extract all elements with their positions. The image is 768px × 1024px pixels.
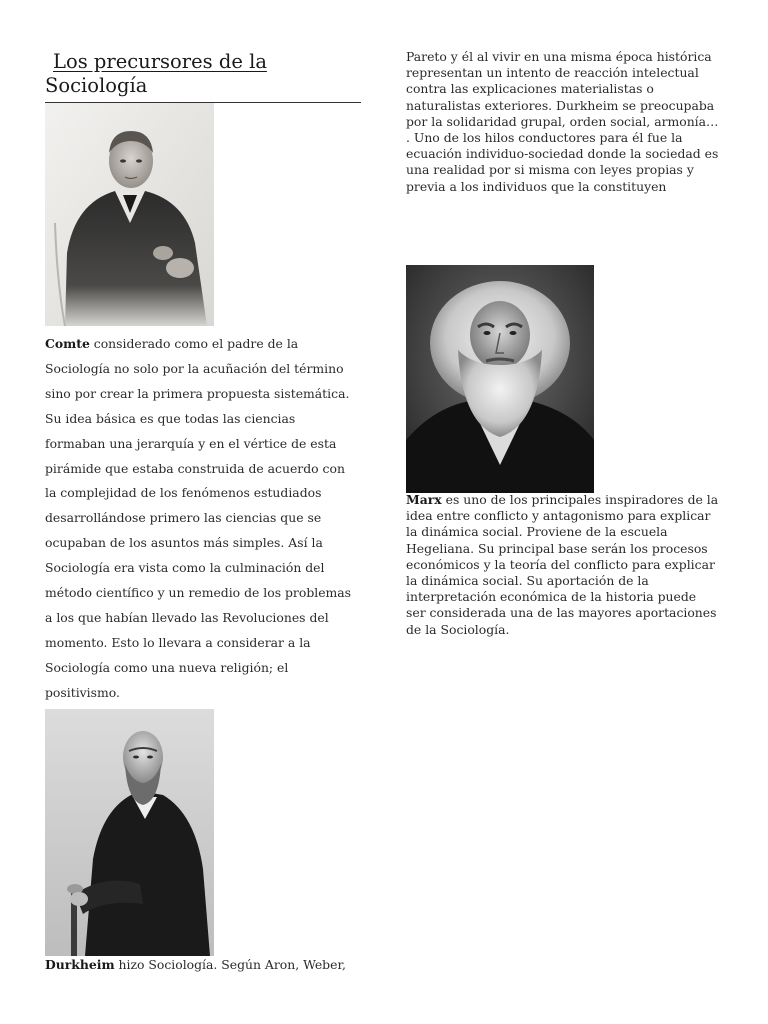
marx-paragraph (406, 492, 726, 638)
right-line-4: naturalistas exteriores. Durkheim se preocupaba (406, 97, 715, 113)
title-line-1: Los precursores de la (53, 50, 267, 73)
durkheim-portrait-image (45, 709, 214, 956)
comte-line-11: método científico y un remedio de los problemas (45, 585, 352, 601)
right-line-9: previa a los individuos que la constituyen (406, 178, 667, 194)
comte-line-5: formaban una jerarquía y en el vértice de esta (45, 435, 337, 451)
comte-paragraph (45, 332, 363, 706)
marx-line-2: idea entre conflicto y antagonismo para explicar (406, 508, 711, 524)
title-line-2: Sociología (45, 74, 148, 97)
comte-line-8: desarrollándose primero las ciencias que se (45, 510, 322, 526)
comte-line-1 (45, 332, 363, 357)
right-line-7: ecuación individuo-sociedad donde la sociedad es (406, 146, 719, 162)
right-line-8: una realidad por si misma con leyes propias y (406, 162, 694, 178)
marx-portrait-image (406, 265, 594, 493)
marx-line-1-text: es uno de los principales inspiradores de la (441, 492, 719, 507)
document-title (45, 50, 361, 103)
durkheim-continuation-paragraph (406, 49, 726, 195)
marx-line-7: interpretación económica de la historia puede (406, 589, 697, 605)
marx-line-4: Hegeliana. Su principal base serán los procesos (406, 540, 708, 556)
comte-name: Comte (45, 336, 90, 351)
durkheim-text: hizo Sociología. Según Aron, Weber, (114, 957, 346, 972)
durkheim-paragraph (45, 954, 375, 976)
right-line-1: Pareto y él al vivir en una misma época histórica (406, 49, 712, 64)
comte-line-14: Sociología como una nueva religión; el (45, 659, 289, 675)
comte-portrait (45, 103, 214, 326)
right-line-3: contra las explicaciones materialistas o (406, 81, 654, 97)
marx-line-8: ser considerada una de las mayores aportaciones (406, 605, 717, 621)
comte-line-6: pirámide que estaba construida de acuerdo con (45, 460, 345, 476)
right-line-2: representan un intento de reacción intelectual (406, 65, 699, 81)
right-line-5: por la solidaridad grupal, orden social, armonía… (406, 113, 719, 129)
durkheim-portrait (45, 709, 214, 956)
comte-line-13: momento. Esto lo llevara a considerar a la (45, 634, 311, 650)
comte-line-15: positivismo. (45, 684, 120, 700)
comte-line-1-text: considerado como el padre de la (89, 336, 299, 351)
comte-line-9: ocupaban de los asuntos más simples. Así la (45, 535, 323, 551)
comte-portrait-image (45, 103, 214, 326)
comte-line-4: Su idea básica es que todas las ciencias (45, 410, 296, 426)
comte-line-2: Sociología no solo por la acuñación del término (45, 360, 344, 376)
marx-line-9: de la Sociología. (406, 621, 510, 637)
marx-line-1 (406, 492, 726, 508)
marx-line-5: económicos y la teoría del conflicto para explicar (406, 556, 715, 572)
comte-line-7: la complejidad de los fenómenos estudiados (45, 485, 322, 501)
marx-portrait (406, 265, 594, 493)
marx-line-3: la dinámica social. Proviene de la escuela (406, 524, 668, 540)
marx-line-6: la dinámica social. Su aportación de la (406, 573, 649, 589)
right-line-6: . Uno de los hilos conductores para él fue la (406, 130, 683, 146)
marx-name: Marx (406, 492, 442, 507)
durkheim-name: Durkheim (45, 957, 115, 972)
comte-line-3: sino por crear la primera propuesta sistemática. (45, 385, 350, 401)
comte-line-12: a los que habían llevado las Revoluciones del (45, 609, 329, 625)
comte-line-10: Sociología era vista como la culminación del (45, 560, 325, 576)
